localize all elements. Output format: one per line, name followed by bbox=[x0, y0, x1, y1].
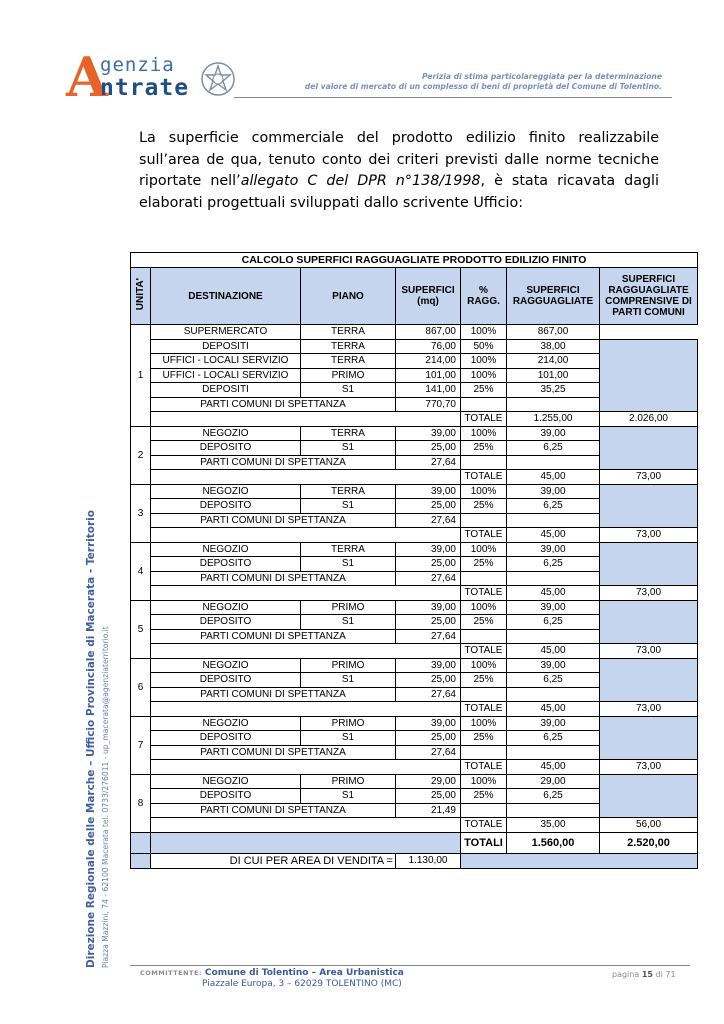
table-row-sale-area bbox=[131, 853, 698, 868]
sale-area-value: 1.130,00 bbox=[396, 853, 461, 868]
cell-ragg: 101,00 bbox=[507, 368, 600, 383]
cell-total-ragg: 45,00 bbox=[507, 644, 600, 659]
cell-empty bbox=[131, 853, 151, 868]
cell-total-comp: 56,00 bbox=[600, 818, 698, 833]
cell-perc: 25% bbox=[461, 789, 507, 804]
cell-perc: 100% bbox=[461, 325, 507, 340]
cell-comp-empty bbox=[600, 600, 698, 644]
cell-piano: TERRA bbox=[301, 484, 396, 499]
cell-total-comp: 2.026,00 bbox=[600, 412, 698, 427]
cell-total-label: TOTALE bbox=[461, 528, 507, 543]
cell-ragg: 6,25 bbox=[507, 731, 600, 746]
header-comprensive-l4: PARTI COMUNI bbox=[612, 307, 685, 318]
cell-empty bbox=[507, 745, 600, 760]
cell-empty bbox=[461, 571, 507, 586]
page-total: 71 bbox=[665, 970, 676, 979]
cell-sup: 101,00 bbox=[396, 368, 461, 383]
cell-piano: TERRA bbox=[301, 542, 396, 557]
cell-piano: S1 bbox=[301, 557, 396, 572]
header-ragguagliate-l1: SUPERFICI bbox=[526, 285, 580, 296]
cell-sup: 141,00 bbox=[396, 383, 461, 398]
cell-dest: DEPOSITO bbox=[151, 731, 301, 746]
header-unit-text: UNITA' bbox=[135, 278, 146, 311]
cell-perc: 100% bbox=[461, 354, 507, 369]
cell-sup: 29,00 bbox=[396, 774, 461, 789]
cell-empty bbox=[507, 803, 600, 818]
header-divider bbox=[234, 97, 672, 98]
cell-ragg: 214,00 bbox=[507, 354, 600, 369]
cell-perc: 50% bbox=[461, 339, 507, 354]
unit-number: 5 bbox=[131, 600, 151, 658]
cell-piano: S1 bbox=[301, 615, 396, 630]
header-ragguagliate bbox=[507, 268, 600, 325]
cell-sup: 25,00 bbox=[396, 731, 461, 746]
cell-total-comp: 73,00 bbox=[600, 760, 698, 775]
table-row bbox=[131, 600, 698, 615]
cell-piano: PRIMO bbox=[301, 600, 396, 615]
logo-text-agenzia: genzia bbox=[100, 54, 175, 76]
cell-piano: PRIMO bbox=[301, 774, 396, 789]
cell-ragg: 6,25 bbox=[507, 789, 600, 804]
page-number bbox=[612, 970, 676, 979]
cell-perc: 100% bbox=[461, 600, 507, 615]
cell-ragg: 35,25 bbox=[507, 383, 600, 398]
page-current: 15 bbox=[641, 970, 653, 979]
table-row bbox=[131, 339, 698, 354]
cell-sup: 39,00 bbox=[396, 484, 461, 499]
cell-sup: 25,00 bbox=[396, 499, 461, 514]
cell-perc: 100% bbox=[461, 658, 507, 673]
cell-empty bbox=[151, 528, 461, 543]
header-ragg-perc-l1: % bbox=[479, 285, 488, 296]
cell-empty bbox=[151, 760, 461, 775]
cell-empty bbox=[461, 513, 507, 528]
cell-dest: DEPOSITO bbox=[151, 557, 301, 572]
cell-piano: TERRA bbox=[301, 339, 396, 354]
cell-ragg: 6,25 bbox=[507, 615, 600, 630]
surfaces-table bbox=[130, 252, 698, 869]
table-row-total bbox=[131, 528, 698, 543]
cell-total-label: TOTALE bbox=[461, 586, 507, 601]
cell-total-label: TOTALE bbox=[461, 760, 507, 775]
cell-sup: 25,00 bbox=[396, 615, 461, 630]
cell-ragg: 39,00 bbox=[507, 542, 600, 557]
table-title: CALCOLO SUPERFICI RAGGUAGLIATE PRODOTTO EDILIZIO FINITO bbox=[131, 253, 698, 268]
cell-comp-empty bbox=[600, 774, 698, 818]
cell-total-comp: 73,00 bbox=[600, 586, 698, 601]
cell-dest: NEGOZIO bbox=[151, 600, 301, 615]
header-subtitle bbox=[242, 72, 662, 92]
cell-common-sup: 27,64 bbox=[396, 455, 461, 470]
cell-comp-empty bbox=[600, 716, 698, 760]
table-row bbox=[131, 542, 698, 557]
committente-name: Comune di Tolentino – Area Urbanistica bbox=[204, 968, 404, 978]
cell-ragg: 29,00 bbox=[507, 774, 600, 789]
cell-dest: DEPOSITO bbox=[151, 499, 301, 514]
cell-total-label: TOTALE bbox=[461, 412, 507, 427]
cell-comp-empty bbox=[600, 658, 698, 702]
cell-sup: 39,00 bbox=[396, 542, 461, 557]
cell-ragg: 6,25 bbox=[507, 673, 600, 688]
cell-dest: UFFICI - LOCALI SERVIZIO bbox=[151, 368, 301, 383]
republic-emblem-icon bbox=[200, 60, 236, 98]
page-label: pagina bbox=[612, 970, 640, 979]
cell-common-label: PARTI COMUNI DI SPETTANZA bbox=[151, 803, 396, 818]
side-office-info bbox=[85, 488, 119, 968]
cell-empty bbox=[461, 803, 507, 818]
cell-empty bbox=[461, 745, 507, 760]
table-row bbox=[131, 426, 698, 441]
cell-sup: 25,00 bbox=[396, 557, 461, 572]
cell-common-label: PARTI COMUNI DI SPETTANZA bbox=[151, 513, 396, 528]
cell-perc: 25% bbox=[461, 557, 507, 572]
header-ragg-perc bbox=[461, 268, 507, 325]
cell-sup: 39,00 bbox=[396, 658, 461, 673]
logo-text-entrate: ntrate bbox=[100, 75, 190, 101]
cell-comp-empty bbox=[600, 484, 698, 528]
cell-dest: NEGOZIO bbox=[151, 542, 301, 557]
cell-total-ragg: 35,00 bbox=[507, 818, 600, 833]
unit-number: 6 bbox=[131, 658, 151, 716]
table-row bbox=[131, 658, 698, 673]
table-row bbox=[131, 774, 698, 789]
cell-dest: DEPOSITI bbox=[151, 339, 301, 354]
intro-text-italic: allegato C del DPR n°138/1998 bbox=[240, 173, 481, 189]
cell-common-sup: 27,64 bbox=[396, 687, 461, 702]
grand-total-comp: 2.520,00 bbox=[600, 832, 698, 853]
cell-comp-empty bbox=[600, 542, 698, 586]
cell-total-comp: 73,00 bbox=[600, 702, 698, 717]
committente-address: Piazzale Europa, 3 – 62029 TOLENTINO (MC) bbox=[202, 979, 402, 989]
cell-empty bbox=[461, 687, 507, 702]
cell-perc: 25% bbox=[461, 731, 507, 746]
header-unit bbox=[131, 268, 151, 325]
cell-dest: SUPERMERCATO bbox=[151, 325, 301, 340]
cell-dest: NEGOZIO bbox=[151, 774, 301, 789]
cell-total-ragg: 45,00 bbox=[507, 528, 600, 543]
intro-text-1: La superficie commerciale del prodotto edilizio finito realizzabile sull’area de qua, tenuto conto dei criteri previsti dalle norme tecniche riportate nell’ bbox=[139, 130, 659, 189]
page-sep: di bbox=[655, 970, 663, 979]
table-row bbox=[131, 716, 698, 731]
header-subtitle-line1: Perizia di stima particolareggiata per la determinazione bbox=[422, 72, 662, 81]
cell-sup: 867,00 bbox=[396, 325, 461, 340]
cell-comp-empty bbox=[600, 426, 698, 470]
cell-empty bbox=[131, 832, 151, 853]
cell-piano: S1 bbox=[301, 731, 396, 746]
cell-common-label: PARTI COMUNI DI SPETTANZA bbox=[151, 745, 396, 760]
unit-number: 7 bbox=[131, 716, 151, 774]
cell-total-comp: 73,00 bbox=[600, 528, 698, 543]
cell-empty bbox=[151, 470, 461, 485]
cell-total-label: TOTALE bbox=[461, 644, 507, 659]
cell-common-sup: 27,64 bbox=[396, 571, 461, 586]
cell-dest: DEPOSITO bbox=[151, 615, 301, 630]
cell-empty bbox=[461, 455, 507, 470]
cell-common-label: PARTI COMUNI DI SPETTANZA bbox=[151, 687, 396, 702]
cell-total-comp: 73,00 bbox=[600, 644, 698, 659]
cell-sup: 25,00 bbox=[396, 441, 461, 456]
cell-empty bbox=[461, 397, 507, 412]
cell-comp-empty bbox=[600, 339, 698, 412]
cell-dest: DEPOSITO bbox=[151, 789, 301, 804]
cell-empty bbox=[507, 397, 600, 412]
side-office-address: Piazza Mazzini, 74 - 62100 Macerata tel. 0733/276011 - up_macerata@agenziaterritorio.it bbox=[101, 626, 110, 968]
cell-total-ragg: 45,00 bbox=[507, 760, 600, 775]
cell-common-sup: 27,64 bbox=[396, 629, 461, 644]
cell-empty bbox=[151, 702, 461, 717]
table-row-total bbox=[131, 818, 698, 833]
cell-ragg: 6,25 bbox=[507, 441, 600, 456]
cell-ragg: 39,00 bbox=[507, 484, 600, 499]
header-superfici-l2: (mq) bbox=[417, 296, 439, 307]
cell-empty bbox=[151, 412, 461, 427]
cell-total-ragg: 45,00 bbox=[507, 586, 600, 601]
table-row bbox=[131, 484, 698, 499]
table-row-total bbox=[131, 586, 698, 601]
table-row-grand-total bbox=[131, 832, 698, 853]
cell-perc: 100% bbox=[461, 484, 507, 499]
cell-total-ragg: 45,00 bbox=[507, 470, 600, 485]
cell-sup: 39,00 bbox=[396, 600, 461, 615]
cell-total-label: TOTALE bbox=[461, 702, 507, 717]
cell-empty bbox=[151, 818, 461, 833]
cell-piano: PRIMO bbox=[301, 716, 396, 731]
cell-sup: 39,00 bbox=[396, 716, 461, 731]
cell-common-sup: 27,64 bbox=[396, 513, 461, 528]
intro-paragraph bbox=[139, 128, 659, 214]
table-row-total bbox=[131, 760, 698, 775]
cell-piano: TERRA bbox=[301, 426, 396, 441]
cell-piano: S1 bbox=[301, 789, 396, 804]
cell-ragg: 6,25 bbox=[507, 499, 600, 514]
cell-total-label: TOTALE bbox=[461, 470, 507, 485]
cell-ragg: 39,00 bbox=[507, 426, 600, 441]
table-row-total bbox=[131, 470, 698, 485]
cell-piano: S1 bbox=[301, 673, 396, 688]
cell-dest: DEPOSITI bbox=[151, 383, 301, 398]
cell-total-ragg: 45,00 bbox=[507, 702, 600, 717]
cell-sup: 39,00 bbox=[396, 426, 461, 441]
header-comprensive-l3: COMPRENSIVE DI bbox=[605, 296, 692, 307]
cell-ragg: 867,00 bbox=[507, 325, 600, 340]
cell-perc: 100% bbox=[461, 774, 507, 789]
cell-total-comp: 73,00 bbox=[600, 470, 698, 485]
sale-area-label: DI CUI PER AREA DI VENDITA = bbox=[151, 853, 396, 868]
cell-total-ragg: 1.255,00 bbox=[507, 412, 600, 427]
cell-common-label: PARTI COMUNI DI SPETTANZA bbox=[151, 571, 396, 586]
grand-total-ragg: 1.560,00 bbox=[507, 832, 600, 853]
header-superfici bbox=[396, 268, 461, 325]
unit-number: 8 bbox=[131, 774, 151, 832]
cell-empty bbox=[151, 644, 461, 659]
cell-common-label: PARTI COMUNI DI SPETTANZA bbox=[151, 397, 396, 412]
cell-total-label: TOTALE bbox=[461, 818, 507, 833]
cell-piano: S1 bbox=[301, 499, 396, 514]
cell-dest: DEPOSITO bbox=[151, 441, 301, 456]
cell-piano: TERRA bbox=[301, 354, 396, 369]
cell-perc: 25% bbox=[461, 383, 507, 398]
cell-empty bbox=[151, 832, 461, 853]
cell-ragg: 6,25 bbox=[507, 557, 600, 572]
cell-piano: S1 bbox=[301, 441, 396, 456]
cell-ragg: 39,00 bbox=[507, 600, 600, 615]
header-superfici-l1: SUPERFICI bbox=[401, 285, 455, 296]
cell-piano: TERRA bbox=[301, 325, 396, 340]
cell-common-sup: 27,64 bbox=[396, 745, 461, 760]
cell-piano: PRIMO bbox=[301, 368, 396, 383]
unit-number: 2 bbox=[131, 426, 151, 484]
cell-perc: 25% bbox=[461, 441, 507, 456]
cell-dest: UFFICI - LOCALI SERVIZIO bbox=[151, 354, 301, 369]
table-row-total bbox=[131, 412, 698, 427]
cell-dest: NEGOZIO bbox=[151, 658, 301, 673]
footer-divider bbox=[130, 965, 690, 966]
unit-number: 3 bbox=[131, 484, 151, 542]
committente-label: COMMITTENTE: bbox=[140, 969, 203, 977]
header-piano: PIANO bbox=[301, 268, 396, 325]
header-comprensive bbox=[600, 268, 698, 325]
cell-perc: 25% bbox=[461, 499, 507, 514]
cell-empty bbox=[461, 853, 698, 868]
cell-ragg: 39,00 bbox=[507, 716, 600, 731]
cell-sup: 214,00 bbox=[396, 354, 461, 369]
cell-empty bbox=[507, 455, 600, 470]
cell-dest: NEGOZIO bbox=[151, 484, 301, 499]
cell-empty bbox=[151, 586, 461, 601]
header-destinazione: DESTINAZIONE bbox=[151, 268, 301, 325]
table-row bbox=[131, 325, 698, 340]
intro-text-2: , è stata ricavata dagli elaborati progettuali sviluppati dallo scrivente Ufficio: bbox=[139, 173, 659, 211]
cell-piano: PRIMO bbox=[301, 658, 396, 673]
cell-comp bbox=[600, 325, 698, 340]
cell-empty bbox=[461, 629, 507, 644]
table-row-total bbox=[131, 644, 698, 659]
header-comprensive-l1: SUPERFICI bbox=[621, 274, 676, 285]
cell-perc: 25% bbox=[461, 673, 507, 688]
cell-ragg: 38,00 bbox=[507, 339, 600, 354]
header-ragguagliate-l2: RAGGUAGLIATE bbox=[512, 296, 594, 307]
cell-perc: 25% bbox=[461, 615, 507, 630]
grand-total-label: TOTALI bbox=[461, 832, 507, 853]
cell-ragg: 39,00 bbox=[507, 658, 600, 673]
cell-dest: NEGOZIO bbox=[151, 716, 301, 731]
cell-common-label: PARTI COMUNI DI SPETTANZA bbox=[151, 629, 396, 644]
unit-number: 4 bbox=[131, 542, 151, 600]
cell-piano: S1 bbox=[301, 383, 396, 398]
cell-common-sup: 21,49 bbox=[396, 803, 461, 818]
header-ragg-perc-l2: RAGG. bbox=[467, 296, 500, 307]
header-comprensive-l2: RAGGUAGLIATE bbox=[608, 285, 689, 296]
cell-common-sup: 770,70 bbox=[396, 397, 461, 412]
table-row-total bbox=[131, 702, 698, 717]
cell-empty bbox=[507, 571, 600, 586]
side-office-title: Direzione Regionale delle Marche – Ufficio Provinciale di Macerata - Territorio bbox=[85, 510, 97, 968]
cell-sup: 25,00 bbox=[396, 789, 461, 804]
unit-number: 1 bbox=[131, 325, 151, 427]
cell-perc: 100% bbox=[461, 368, 507, 383]
cell-empty bbox=[507, 629, 600, 644]
cell-perc: 100% bbox=[461, 426, 507, 441]
logo-letter-a: A bbox=[66, 45, 108, 109]
cell-dest: NEGOZIO bbox=[151, 426, 301, 441]
cell-common-label: PARTI COMUNI DI SPETTANZA bbox=[151, 455, 396, 470]
cell-empty bbox=[507, 687, 600, 702]
cell-dest: DEPOSITO bbox=[151, 673, 301, 688]
header-subtitle-line2: del valore di mercato di un complesso di beni di proprietà del Comune di Tolentino. bbox=[304, 82, 662, 91]
cell-sup: 76,00 bbox=[396, 339, 461, 354]
cell-perc: 100% bbox=[461, 542, 507, 557]
cell-perc: 100% bbox=[461, 716, 507, 731]
cell-empty bbox=[507, 513, 600, 528]
footer-committente bbox=[140, 968, 404, 990]
cell-sup: 25,00 bbox=[396, 673, 461, 688]
